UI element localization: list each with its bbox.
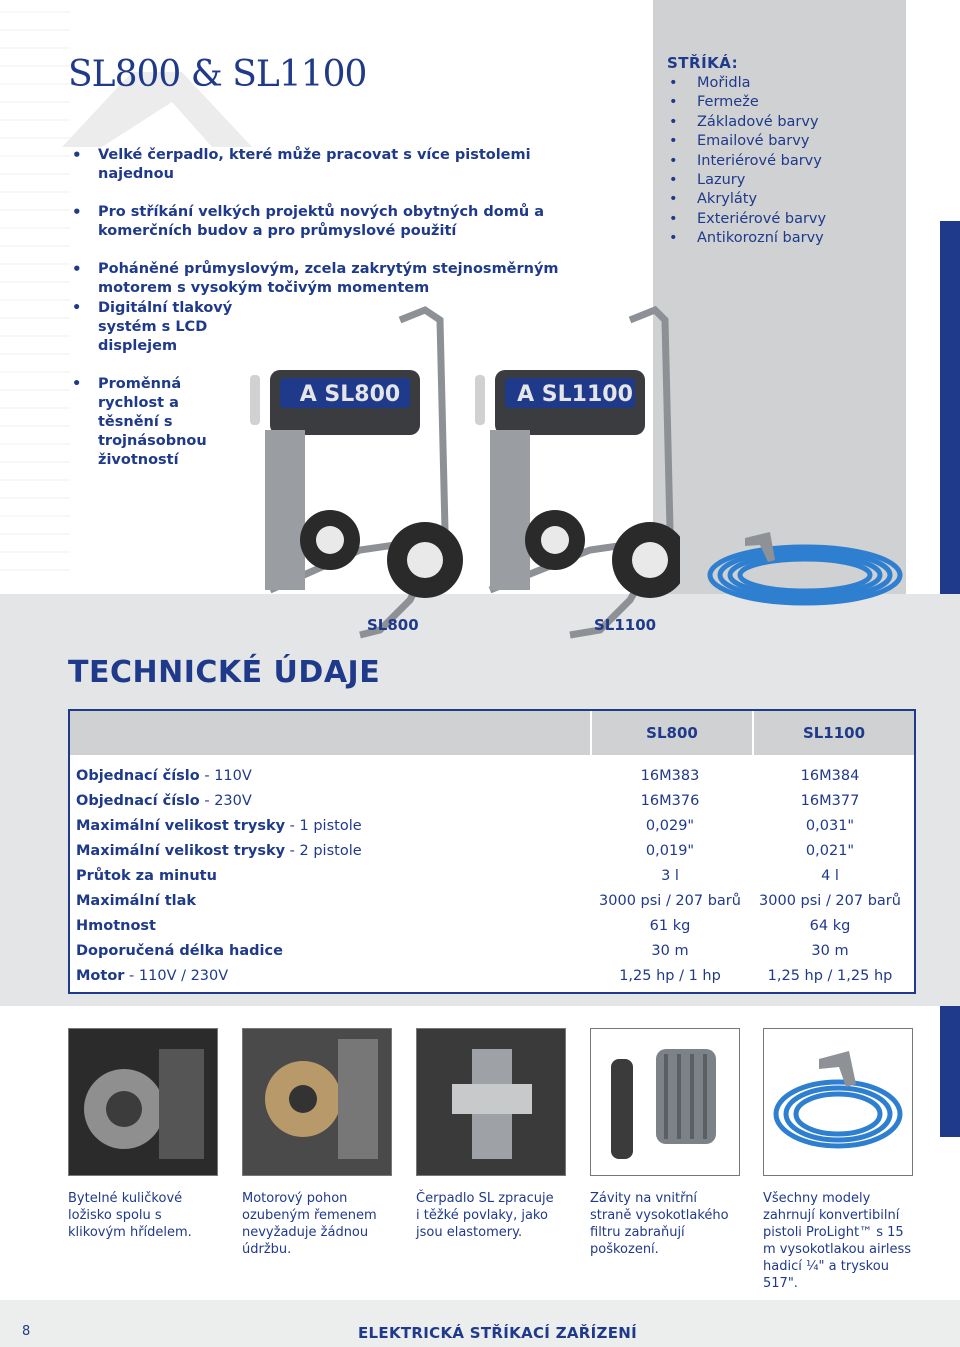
spec-value-sl1100: 0,031" xyxy=(805,817,855,834)
footer-title: ELEKTRICKÁ STŘÍKACÍ ZAŘÍZENÍ xyxy=(358,1324,637,1342)
feature-item: • Pro stříkání velkých projektů nových obytných domů a komerčních budov a pro průmyslové použití xyxy=(68,203,578,241)
hose-gun-image xyxy=(700,520,910,620)
spray-item: • Fermeže xyxy=(667,93,826,112)
sl800-sprayer-image xyxy=(250,310,463,635)
column-header-sl800: SL800 xyxy=(590,711,752,755)
spec-label xyxy=(70,943,590,959)
spray-item: • Emailové barvy xyxy=(667,132,826,151)
spec-label xyxy=(70,793,590,809)
spec-label-main: Průtok za minutu xyxy=(76,867,217,884)
spec-label-suffix: - 110V / 230V xyxy=(124,967,229,984)
spec-label-main: Maximální velikost trysky xyxy=(76,842,286,859)
spec-label-suffix: - 230V xyxy=(199,792,252,809)
spray-item: • Antikorozní barvy xyxy=(667,229,826,248)
bearing-crankshaft-image xyxy=(68,1028,218,1176)
page-title: SL800 & SL1100 xyxy=(68,54,367,95)
spec-value-sl800: 0,019" xyxy=(645,842,695,859)
spec-value-sl800: 3000 psi / 207 barů xyxy=(599,892,741,909)
table-row xyxy=(70,913,914,938)
table-row xyxy=(70,763,914,788)
spec-value-sl1100: 16M377 xyxy=(800,792,860,809)
spec-table-body xyxy=(70,763,914,992)
spray-list xyxy=(667,74,826,249)
spec-value-sl1100: 1,25 hp / 1,25 hp xyxy=(767,967,893,984)
spec-value-sl800: 61 kg xyxy=(649,917,691,934)
spec-label-main: Objednací číslo xyxy=(76,767,200,784)
feature-item: • Poháněné průmyslovým, zcela zakrytým stejnosměrným motorem s vysokým točivým momentem xyxy=(68,260,578,298)
spray-item: • Základové barvy xyxy=(667,113,826,132)
spray-item: • Interiérové barvy xyxy=(667,152,826,171)
spec-value-sl1100: 64 kg xyxy=(809,917,851,934)
high-pressure-filter-image xyxy=(590,1028,740,1176)
decorative-stripes xyxy=(0,0,70,590)
table-row xyxy=(70,938,914,963)
caption-filter: Závity na vnitřní straně vysokotlakého filtru zabraňují poškození. xyxy=(590,1191,729,1257)
spec-label-suffix: - 2 pistole xyxy=(285,842,362,859)
spec-table xyxy=(68,709,916,994)
spray-item: • Exteriérové barvy xyxy=(667,210,826,229)
table-row xyxy=(70,888,914,913)
sl1100-sprayer-image xyxy=(475,310,680,635)
pump-image xyxy=(416,1028,566,1176)
spec-label xyxy=(70,918,590,934)
spec-label xyxy=(70,968,590,984)
caption-pump: Čerpadlo SL zpracuje i těžké povlaky, jako jsou elastomery. xyxy=(416,1191,554,1240)
belt-drive-image xyxy=(242,1028,392,1176)
svg-text:A SL800: A SL800 xyxy=(299,382,401,407)
feature-item: • Proměnná rychlost a těsnění s trojnásobnou životností xyxy=(68,375,208,470)
spec-value-sl1100: 0,021" xyxy=(805,842,855,859)
sprayer-product-image xyxy=(210,300,680,650)
spray-item: • Lazury xyxy=(667,171,826,190)
table-row xyxy=(70,788,914,813)
column-header-sl1100: SL1100 xyxy=(752,711,914,755)
spec-label-main: Hmotnost xyxy=(76,917,156,934)
spec-value-sl1100: 16M384 xyxy=(800,767,860,784)
spec-label-main: Maximální tlak xyxy=(76,892,197,909)
model-label-sl1100: SL1100 xyxy=(594,616,657,634)
spec-value-sl800: 30 m xyxy=(651,942,689,959)
table-row xyxy=(70,863,914,888)
spec-label xyxy=(70,818,590,834)
spec-value-sl800: 3 l xyxy=(661,867,679,884)
table-row xyxy=(70,838,914,863)
tech-specs-title: TECHNICKÉ ÚDAJE xyxy=(68,655,381,690)
spec-label xyxy=(70,843,590,859)
svg-text:A SL1100: A SL1100 xyxy=(517,382,633,407)
spec-label-main: Doporučená délka hadice xyxy=(76,942,283,959)
prolight-gun-hose-image xyxy=(763,1028,913,1176)
spec-table-header xyxy=(70,711,914,763)
spec-value-sl800: 0,029" xyxy=(645,817,695,834)
spec-value-sl800: 16M376 xyxy=(640,792,700,809)
spray-item: • Mořidla xyxy=(667,74,826,93)
spec-value-sl1100: 3000 psi / 207 barů xyxy=(759,892,901,909)
page-number: 8 xyxy=(22,1324,31,1339)
table-row xyxy=(70,813,914,838)
spec-label-main: Maximální velikost trysky xyxy=(76,817,286,834)
spec-label-main: Objednací číslo xyxy=(76,792,200,809)
table-row xyxy=(70,963,914,988)
spec-label-suffix: - 110V xyxy=(199,767,252,784)
feature-list xyxy=(68,146,628,317)
feature-item: • Digitální tlakový systém s LCD displejem xyxy=(68,299,248,356)
spec-value-sl1100: 4 l xyxy=(821,867,839,884)
spray-item: • Akryláty xyxy=(667,190,826,209)
spec-value-sl1100: 30 m xyxy=(811,942,849,959)
caption-belt-drive: Motorový pohon ozubeným řemenem nevyžaduje žádnou údržbu. xyxy=(242,1191,377,1257)
spray-heading: STŘÍKÁ: xyxy=(667,54,739,72)
spec-value-sl800: 1,25 hp / 1 hp xyxy=(619,967,721,984)
feature-item: • Velké čerpadlo, které může pracovat s více pistolemi najednou xyxy=(68,146,568,184)
caption-bearing: Bytelné kuličkové ložisko spolu s klikovým hřídelem. xyxy=(68,1191,192,1240)
spec-label-main: Motor xyxy=(76,967,125,984)
spec-label-suffix: - 1 pistole xyxy=(285,817,362,834)
caption-gun-hose: Všechny modely zahrnují konvertibilní pistoli ProLight™ s 15 m vysokotlakou airless hadicí ¼" a tryskou 517". xyxy=(763,1191,912,1291)
spec-label xyxy=(70,868,590,884)
model-label-sl800: SL800 xyxy=(367,616,419,634)
spec-value-sl800: 16M383 xyxy=(640,767,700,784)
spec-label xyxy=(70,768,590,784)
spec-label xyxy=(70,893,590,909)
